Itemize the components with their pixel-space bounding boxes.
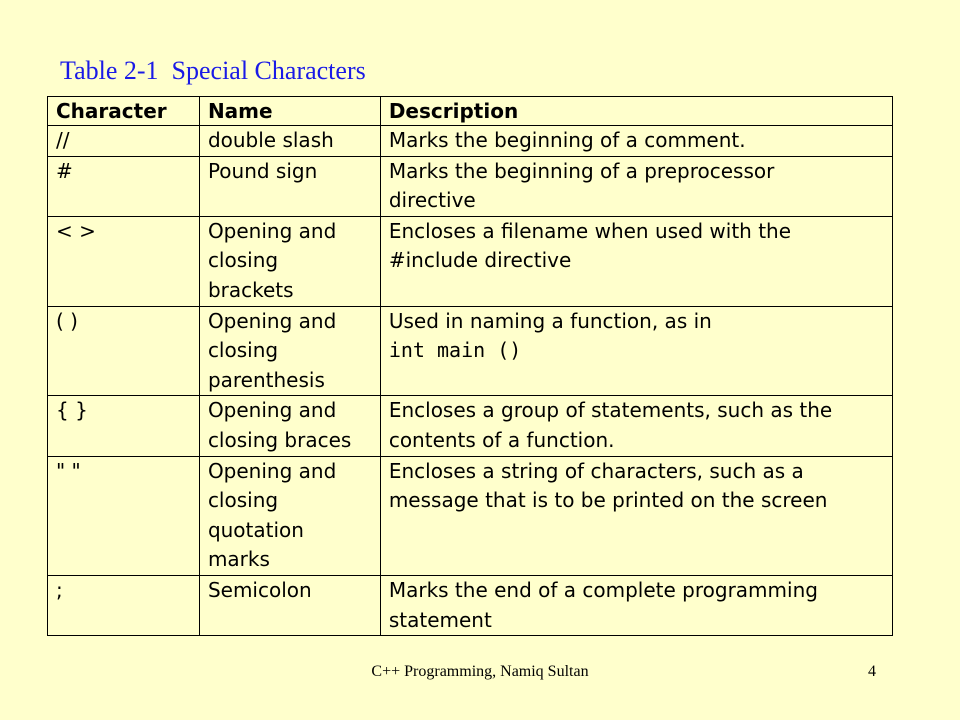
table-header-row [48,97,893,126]
description-cell [380,306,892,396]
name-line: Pound sign [207,158,318,183]
description-cell [380,575,892,635]
page-title: Table 2-1 Special Characters [60,56,366,85]
character-cell: # [48,156,200,216]
name-cell [199,456,380,575]
description-line: Encloses a group of statements, such as the [388,398,833,423]
description-line: directive [388,188,476,213]
character-cell: " " [48,456,200,575]
name-line: quotation [207,517,304,542]
name-cell [199,156,380,216]
name-cell [199,306,380,396]
character-cell: // [48,126,200,157]
name-line: closing [207,338,279,363]
description-cell [380,456,892,575]
description-line: contents of a function. [388,427,615,452]
table-row [48,396,893,456]
footer-text: C++ Programming, Namiq Sultan [371,663,589,680]
header-name: Name [199,97,380,126]
name-cell [199,396,380,456]
name-line: Opening and [207,218,337,243]
table-row [48,456,893,575]
description-line: statement [388,607,492,632]
header-character: Character [48,97,200,126]
description-cell [380,396,892,456]
name-cell [199,126,380,157]
description-cell [380,216,892,306]
description-cell [380,126,892,157]
page-number: 4 [868,663,876,680]
description-line: Encloses a string of characters, such as a [388,458,804,483]
description-cell [380,156,892,216]
table-row [48,126,893,157]
name-cell [199,216,380,306]
character-cell: < > [48,216,200,306]
description-line: Marks the beginning of a preprocessor [388,158,775,183]
code-example: int main () [388,338,522,363]
name-line: brackets [207,277,294,302]
name-line: Semicolon [207,577,312,602]
table-row [48,216,893,306]
name-line: double slash [207,128,334,152]
table-row [48,306,893,396]
description-line: #include directive [388,248,572,273]
name-line: Opening and [207,398,337,423]
description-line: Encloses a filename when used with the [388,218,792,243]
name-line: Opening and [207,458,337,483]
description-line: message that is to be printed on the screen [388,488,828,513]
name-line: parenthesis [207,367,325,392]
table-row [48,575,893,635]
description-line: Marks the end of a complete programming [388,577,818,602]
name-line: marks [207,547,270,572]
name-line: closing [207,248,279,273]
name-cell [199,575,380,635]
character-cell: ; [48,575,200,635]
description-line: Marks the beginning of a comment. [388,128,746,152]
header-description: Description [380,97,892,126]
name-line: closing [207,488,279,513]
table-row [48,156,893,216]
description-line: Used in naming a function, as in [388,308,712,333]
special-characters-table [47,96,893,636]
name-line: Opening and [207,308,337,333]
character-cell: ( ) [48,306,200,396]
name-line: closing braces [207,427,352,452]
character-cell: { } [48,396,200,456]
